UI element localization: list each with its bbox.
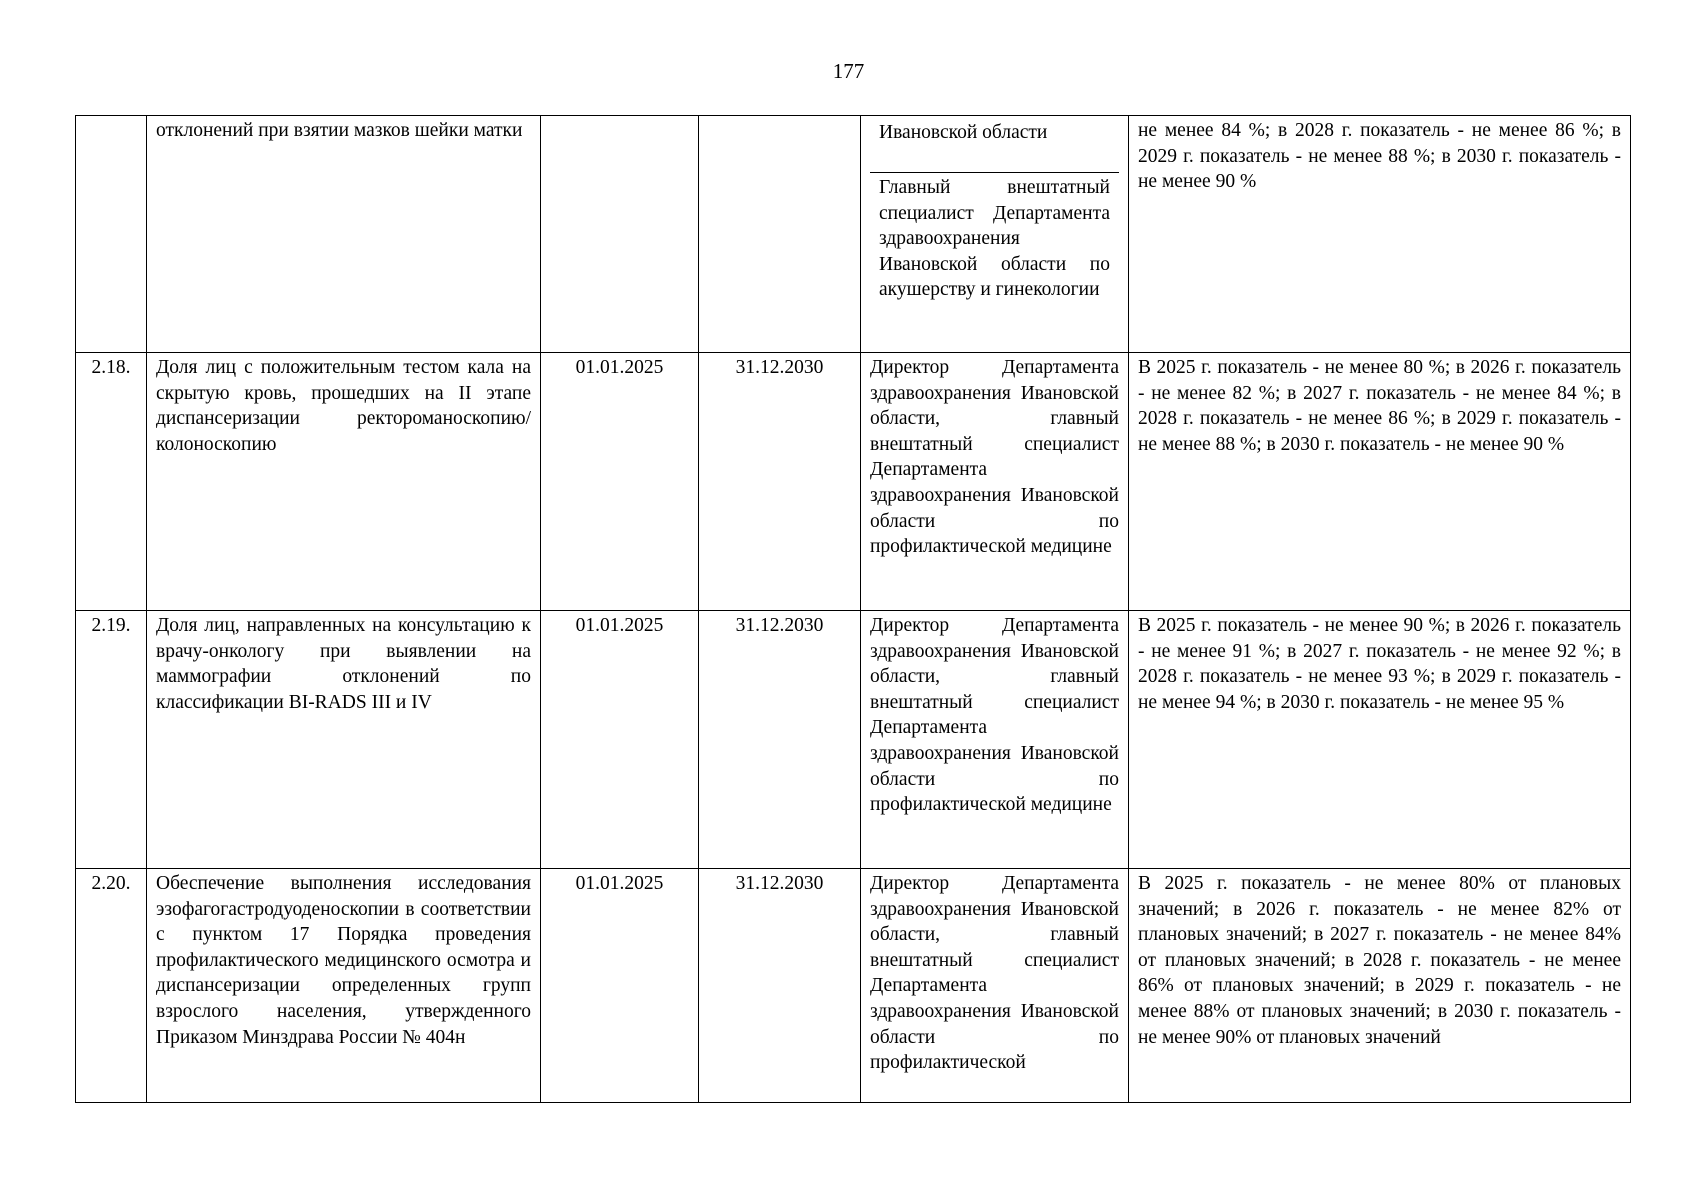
measure-name: Доля лиц, направленных на консультацию к врачу-онкологу при выявлении на маммографии отклонений по классификации BI-RADS III и IV bbox=[147, 611, 541, 869]
row-number: 2.19. bbox=[76, 611, 147, 869]
table-row bbox=[76, 869, 1631, 1103]
responsible-text: Директор Департамента здравоохранения Ивановской области, главный внештатный специалист Департамента здравоохранения Ивановской области по профилактической медицине bbox=[861, 611, 1129, 869]
responsible-text: Главный внештатный специалист Департамента здравоохранения Ивановской области по акушерству и гинекологии bbox=[870, 172, 1119, 304]
end-date: 31.12.2030 bbox=[699, 353, 861, 611]
row-number: 2.20. bbox=[76, 869, 147, 1103]
end-date bbox=[699, 116, 861, 353]
target-values: не менее 84 %; в 2028 г. показатель - не менее 86 %; в 2029 г. показатель - не менее 88 %; в 2030 г. показатель - не менее 90 % bbox=[1129, 116, 1631, 353]
target-values: В 2025 г. показатель - не менее 90 %; в 2026 г. показатель - не менее 91 %; в 2027 г. показатель - не менее 92 %; в 2028 г. показатель - не менее 93 %; в 2029 г. показатель - не менее 94 %; в 2030 г. показатель - не менее 95 % bbox=[1129, 611, 1631, 869]
responsible-text: Ивановской области bbox=[879, 122, 1048, 143]
start-date: 01.01.2025 bbox=[541, 611, 699, 869]
responsible-cell bbox=[861, 116, 1129, 353]
row-number: 2.18. bbox=[76, 353, 147, 611]
target-values: В 2025 г. показатель - не менее 80 %; в 2026 г. показатель - не менее 82 %; в 2027 г. показатель - не менее 84 %; в 2028 г. показатель - не менее 86 %; в 2029 г. показатель - не менее 88 %; в 2030 г. показатель - не менее 90 % bbox=[1129, 353, 1631, 611]
measures-table bbox=[75, 115, 1631, 1103]
measure-name: отклонений при взятии мазков шейки матки bbox=[147, 116, 541, 353]
end-date: 31.12.2030 bbox=[699, 869, 861, 1103]
responsible-text: Директор Департамента здравоохранения Ивановской области, главный внештатный специалист Департамента здравоохранения Ивановской области по профилактической медицине bbox=[861, 353, 1129, 611]
end-date: 31.12.2030 bbox=[699, 611, 861, 869]
row-number bbox=[76, 116, 147, 353]
table-row bbox=[76, 116, 1631, 353]
responsible-text: Директор Департамента здравоохранения Ивановской области, главный внештатный специалист Департамента здравоохранения Ивановской области по профилактической bbox=[861, 869, 1129, 1103]
measure-name: Обеспечение выполнения исследования эзофагогастродуоденоскопии в соответствии с пунктом 17 Порядка проведения профилактического медицинского осмотра и диспансеризации определенных групп взрослого населения, утвержденного Приказом Минздрава России № 404н bbox=[147, 869, 541, 1103]
table-row bbox=[76, 353, 1631, 611]
measure-name: Доля лиц с положительным тестом кала на скрытую кровь, прошедших на II этапе диспансеризации ректороманоскопию/колоноскопию bbox=[147, 353, 541, 611]
start-date: 01.01.2025 bbox=[541, 353, 699, 611]
target-values: В 2025 г. показатель - не менее 80% от плановых значений; в 2026 г. показатель - не менее 82% от плановых значений; в 2027 г. показатель - не менее 84% от плановых значений; в 2028 г. показатель - не менее 86% от плановых значений; в 2029 г. показатель - не менее 88% от плановых значений; в 2030 г. показатель - не менее 90% от плановых значений bbox=[1129, 869, 1631, 1103]
page-number: 177 bbox=[832, 59, 865, 83]
start-date bbox=[541, 116, 699, 353]
start-date: 01.01.2025 bbox=[541, 869, 699, 1103]
table-row bbox=[76, 611, 1631, 869]
